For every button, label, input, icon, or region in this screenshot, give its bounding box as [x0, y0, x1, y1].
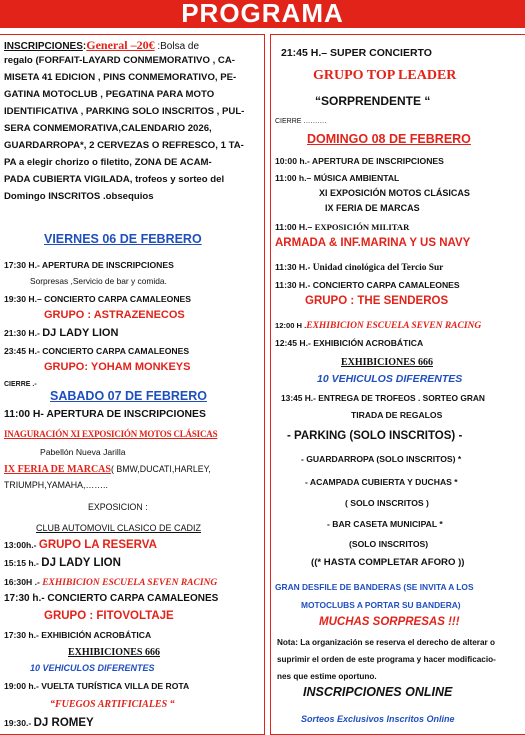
armada-text: ARMADA & INF.MARINA Y US NAVY — [275, 237, 471, 249]
exhibiciones-666: EXHIBICIONES 666 — [68, 647, 160, 658]
seven-racing-exhibition: EXHIBICION ESCUELA SEVEN RACING — [306, 321, 482, 331]
exhibiciones-666: EXHIBICIONES 666 — [341, 357, 433, 368]
acampada-text: - ACAMPADA CUBIERTA Y DUCHAS * — [305, 477, 458, 487]
parking-text: - PARKING (SOLO INSCRITOS) - — [287, 430, 463, 442]
event-line: XI EXPOSICIÓN MOTOS CLÁSICAS — [319, 188, 470, 198]
bar-caseta-text: - BAR CASETA MUNICIPAL * — [327, 519, 443, 529]
nota-text: suprimir el orden de este programa y hacer modificacio- — [277, 655, 496, 664]
dj-name: DJ LADY LION — [41, 557, 121, 569]
solo-inscritos: ( SOLO INSCRITOS ) — [345, 498, 429, 508]
dj-name: DJ ROMEY — [33, 717, 94, 729]
feria-brands-2: TRIUMPH,YAMAHA,…….. — [4, 480, 108, 490]
inscripciones-text: SERA CONMEMORATIVA,CALENDARIO 2026, — [4, 123, 212, 134]
guardarropa-text: - GUARDARROPA (SOLO INSCRITOS) * — [301, 454, 462, 464]
nota-text: Nota: La organización se reserva el derecho de alterar o — [277, 638, 495, 647]
event-line: 21:45 H.– SUPER CONCIERTO — [281, 47, 432, 59]
left-column — [0, 34, 265, 735]
inscripciones-colon: : — [82, 41, 87, 52]
event-line: TIRADA DE REGALOS — [351, 410, 443, 420]
event-line — [4, 539, 157, 551]
solo-inscritos: (SOLO INSCRITOS) — [349, 539, 429, 549]
inscripciones-tail: :Bolsa de — [154, 41, 200, 52]
event-time: 13:00h.- — [4, 540, 39, 550]
feria-title: IX FERIA DE MARCAS — [4, 464, 111, 475]
event-line: 13:45 H.- ENTREGA DE TROFEOS . SORTEO GRAN — [281, 393, 485, 403]
exposicion-militar: EXPOSICIÓN MILITAR — [314, 222, 410, 232]
event-line — [275, 221, 409, 233]
exposicion-label: EXPOSICION : — [88, 502, 148, 512]
band-name: GRUPO: YOHAM MONKEYS — [44, 361, 191, 373]
online-title: INSCRIPCIONES ONLINE — [303, 685, 453, 699]
event-line: 17:30 h.- EXHIBICIÓN ACROBÁTICA — [4, 630, 152, 640]
unidad-cinologica: Unidad cinológica del Tercio Sur — [312, 263, 444, 273]
band-name: GRUPO : ASTRAZENECOS — [44, 309, 185, 321]
event-line: 11:00 H- APERTURA DE INSCRIPCIONES — [4, 409, 206, 420]
seven-racing-exhibition: EXHIBICION ESCUELA SEVEN RACING — [42, 578, 218, 588]
sabado-title: SABADO 07 DE FEBRERO — [50, 389, 207, 403]
event-time: 16:30H .- — [4, 577, 43, 587]
event-time: 21:30 H.- — [4, 328, 43, 338]
nota-text: nes que estime oportuno. — [277, 672, 377, 681]
event-time: 15:15 h.- — [4, 558, 42, 568]
fuegos-artificiales: “FUEGOS ARTIFICIALES “ — [50, 699, 175, 710]
inscripciones-text: regalo (FORFAIT-LAYARD CONMEMORATIVO , CA- — [4, 55, 235, 66]
event-line: Sorpresas ,Servicio de bar y comida. — [30, 276, 167, 286]
event-line — [4, 557, 121, 569]
band-name: GRUPO LA RESERVA — [38, 539, 157, 551]
club-name: CLUB AUTOMOVIL CLASICO DE CADIZ — [36, 523, 202, 533]
venue-text: Pabellón Nueva Jarilla — [40, 447, 126, 457]
event-line: 11:30 H.- CONCIERTO CARPA CAMALEONES — [275, 280, 460, 290]
event-line: 17:30 h.- CONCIERTO CARPA CAMALEONES — [4, 593, 219, 604]
vehiculos-text: 10 VEHICULOS DIFERENTES — [30, 663, 155, 673]
event-line: 10:00 h.- APERTURA DE INSCRIPCIONES — [275, 156, 444, 166]
event-time: 11:00 H.– — [275, 222, 315, 232]
event-line: 12:45 H.- EXHIBICIÓN ACROBÁTICA — [275, 338, 424, 348]
sorpresas-text: MUCHAS SORPRESAS !!! — [319, 616, 460, 628]
cierre-text: CIERRE .- — [4, 381, 37, 388]
event-time: 12:00 H . — [275, 321, 307, 330]
feria-brands: ( BMW,DUCATI,HARLEY, — [110, 464, 211, 474]
inscripciones-text: GUARDARROPA*, 2 CERVEZAS O REFRESCO, 1 TA- — [4, 140, 244, 151]
right-column — [270, 34, 525, 735]
inscripciones-line — [4, 39, 199, 53]
inscripciones-text: MISETA 41 EDICION , PINS CONMEMORATIVO, PE- — [4, 72, 237, 83]
band-name: GRUPO TOP LEADER — [313, 68, 457, 83]
cierre-text: CIERRE ………. — [275, 118, 327, 125]
page-title: PROGRAMA — [0, 0, 525, 28]
viernes-title: VIERNES 06 DE FEBRERO — [44, 232, 202, 246]
desfile-text: GRAN DESFILE DE BANDERAS (SE INVITA A LOS — [275, 582, 474, 592]
event-time: 11:30 H.- — [275, 262, 313, 272]
event-line — [275, 320, 481, 332]
online-subtitle: Sorteos Exclusivos Inscritos Online — [301, 714, 455, 724]
sorprendente-text: “SORPRENDENTE “ — [315, 94, 431, 108]
event-line — [4, 576, 217, 589]
feria-line — [4, 463, 211, 476]
inscripciones-text: PADA CUBIERTA VIGILADA, trofeos y sorteo del — [4, 174, 225, 185]
inscripciones-text: PA a elegir chorizo o filetito, ZONA DE ACAM- — [4, 157, 212, 168]
event-line: IX FERIA DE MARCAS — [325, 203, 420, 213]
inscripciones-text: GATINA MOTOCLUB , PEGATINA PARA MOTO — [4, 89, 215, 100]
event-line: 19:30 H.– CONCIERTO CARPA CAMALEONES — [4, 294, 192, 304]
band-name: GRUPO : FITOVOLTAJE — [44, 610, 174, 622]
event-line: 23:45 H.- CONCIERTO CARPA CAMALEONES — [4, 346, 190, 356]
event-time: 19:30.- — [4, 718, 34, 728]
event-line — [4, 327, 118, 339]
dj-name: DJ LADY LION — [42, 327, 119, 339]
inscripciones-label: INSCRIPCIONES — [4, 41, 83, 52]
event-line — [4, 717, 94, 729]
event-line: 11:00 h.– MÚSICA AMBIENTAL — [275, 173, 400, 183]
general-price: General –20€ — [86, 38, 155, 52]
event-line: 17:30 H.- APERTURA DE INSCRIPCIONES — [4, 260, 174, 270]
inscripciones-text: IDENTIFICATIVA , PARKING SOLO INSCRITOS , PUL- — [4, 106, 245, 117]
vehiculos-text: 10 VEHICULOS DIFERENTES — [317, 373, 463, 385]
inscripciones-text: Domingo INSCRITOS .obsequios — [4, 191, 154, 202]
event-line — [275, 261, 443, 274]
event-line: 19:00 h.- VUELTA TURÍSTICA VILLA DE ROTA — [4, 681, 190, 691]
desfile-text: MOTOCLUBS A PORTAR SU BANDERA) — [301, 600, 461, 610]
domingo-title: DOMINGO 08 DE FEBRERO — [307, 132, 471, 146]
band-name: GRUPO : THE SENDEROS — [305, 295, 449, 307]
exposicion-title: INAGURACIÓN XI EXPOSICIÓN MOTOS CLÁSICAS — [4, 429, 218, 439]
aforo-text: ((* HASTA COMPLETAR AFORO )) — [311, 557, 465, 568]
